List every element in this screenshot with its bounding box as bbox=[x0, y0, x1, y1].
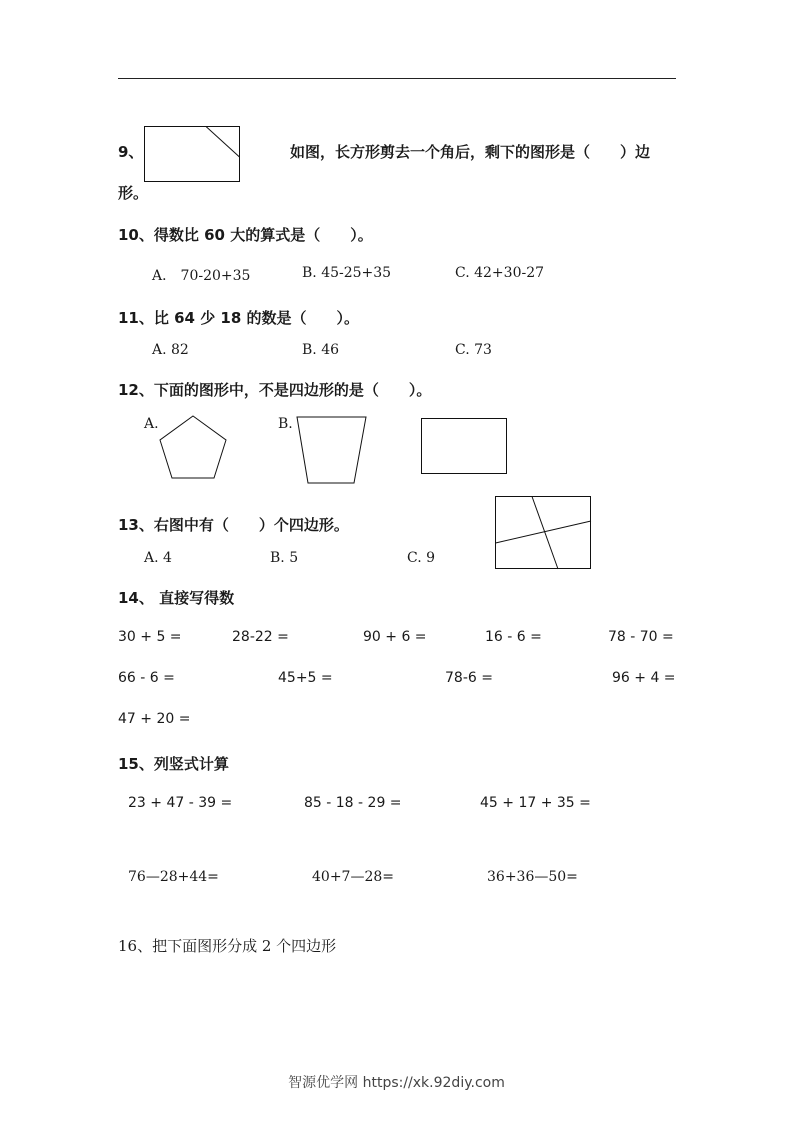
q14-row2-item: 96 + 4 = bbox=[612, 670, 676, 686]
q9-number: 9、 bbox=[118, 143, 144, 161]
q12-pentagon-figure bbox=[158, 414, 230, 482]
q10-option-b: B. 45-25+35 bbox=[302, 265, 392, 281]
q11-option-c: C. 73 bbox=[455, 342, 492, 358]
q13-text: 13、右图中有（ ）个四边形。 bbox=[118, 516, 349, 534]
q13-option-b: B. 5 bbox=[270, 550, 299, 566]
q11-option-b: B. 46 bbox=[302, 342, 340, 358]
q12-label-a: A. bbox=[144, 416, 159, 432]
q10-option-a: A． 70-20+35 bbox=[152, 268, 251, 284]
q15-row1-item: 85 - 18 - 29 = bbox=[304, 795, 402, 811]
q13-option-a: A. 4 bbox=[144, 550, 172, 566]
q9-continuation: 形。 bbox=[118, 184, 149, 202]
q14-row1-item: 16 - 6 = bbox=[485, 629, 542, 645]
q15-row2-item: 36+36—50= bbox=[487, 869, 578, 885]
q14-row1-item: 30 + 5 = bbox=[118, 629, 182, 645]
q13-divided-rectangle-figure bbox=[495, 496, 593, 572]
q14-row1-item: 28-22 = bbox=[232, 629, 289, 645]
q9-rectangle-cut-figure bbox=[144, 126, 240, 182]
q15-row1-item: 23 + 47 - 39 = bbox=[128, 795, 233, 811]
q12-label-b: B. bbox=[278, 416, 293, 432]
q9-text: 如图，长方形剪去一个角后，剩下的图形是（ ）边 bbox=[290, 143, 651, 161]
q11-text: 11、比 64 少 18 的数是（ ）。 bbox=[118, 309, 360, 327]
q15-row2-item: 40+7—28= bbox=[312, 869, 394, 885]
q15-row1-item: 45 + 17 + 35 = bbox=[480, 795, 591, 811]
q16-text: 16、把下面图形分成 2 个四边形 bbox=[118, 937, 337, 955]
q14-row2-item: 45+5 = bbox=[278, 670, 333, 686]
q14-row1-item: 78 - 70 = bbox=[608, 629, 674, 645]
q10-text: 10、得数比 60 大的算式是（ ）。 bbox=[118, 226, 373, 244]
q14-row3-item: 47 + 20 = bbox=[118, 711, 191, 727]
q13-option-c: C. 9 bbox=[407, 550, 436, 566]
q15-row2-item: 76—28+44= bbox=[128, 869, 219, 885]
header-rule bbox=[118, 78, 676, 79]
q14-text: 14、 直接写得数 bbox=[118, 589, 235, 607]
q14-row1-item: 90 + 6 = bbox=[363, 629, 427, 645]
q15-text: 15、列竖式计算 bbox=[118, 755, 229, 773]
q11-option-a: A. 82 bbox=[152, 342, 189, 358]
q14-row2-item: 66 - 6 = bbox=[118, 670, 175, 686]
q12-trapezoid-figure bbox=[296, 416, 368, 484]
q12-rectangle-figure bbox=[421, 418, 509, 476]
footer-watermark: 智源优学网 https://xk.92diy.com bbox=[288, 1075, 505, 1091]
q12-text: 12、下面的图形中，不是四边形的是（ ）。 bbox=[118, 381, 432, 399]
q14-row2-item: 78-6 = bbox=[445, 670, 493, 686]
q10-option-c: C. 42+30-27 bbox=[455, 265, 545, 281]
